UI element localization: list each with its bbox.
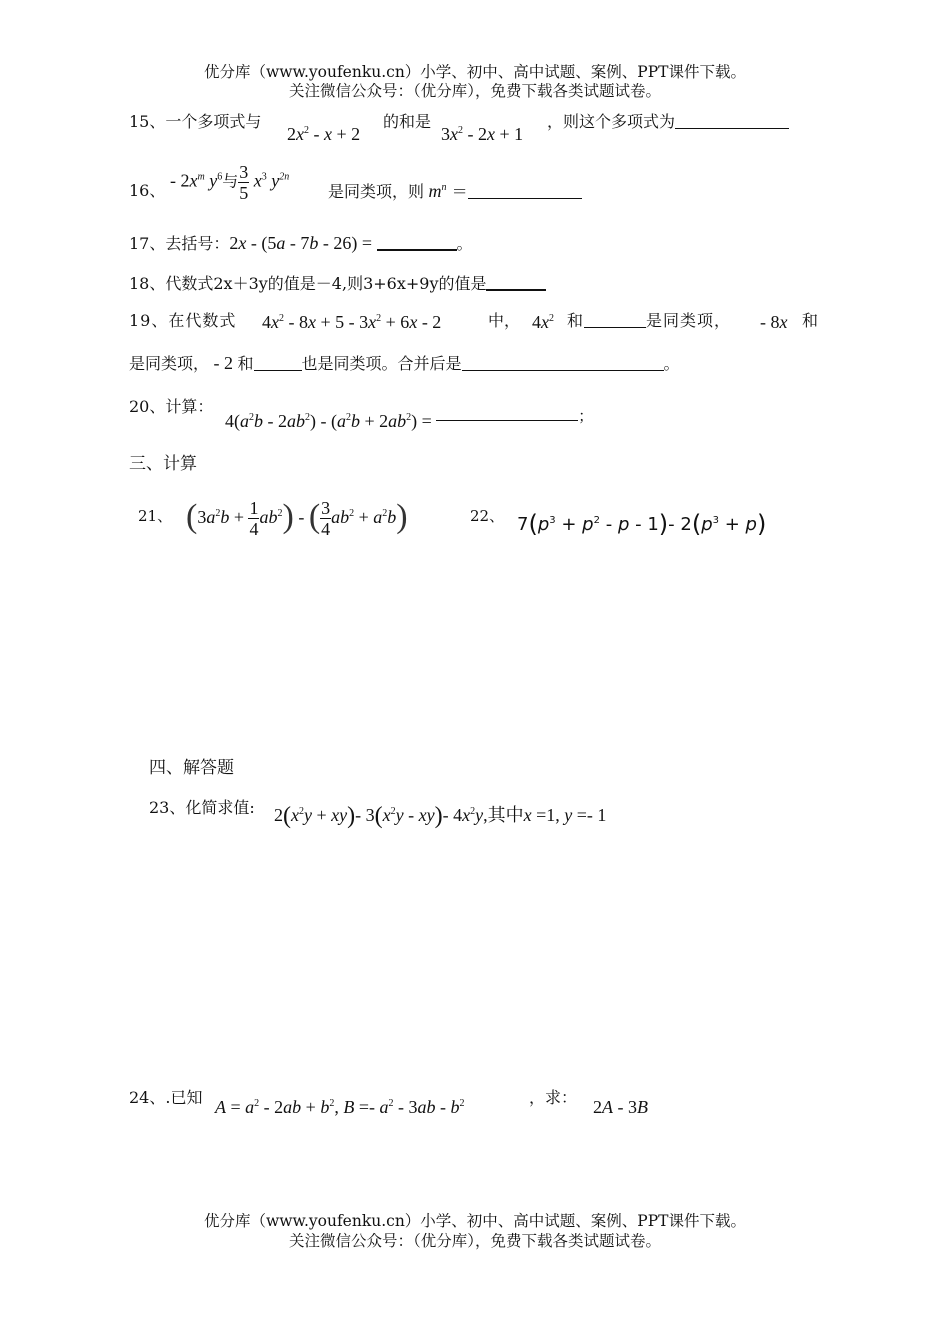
question-number: 20、 [129, 397, 166, 416]
question-24: 24、.已知 [129, 1088, 203, 1107]
question-16-text: 是同类项，则 $m^n$ ＝ [328, 180, 582, 203]
question-21-number: 21、 [138, 507, 173, 525]
answer-blank[interactable] [468, 181, 582, 199]
formula-q24: $A = a^2 - 2ab + b^2$, $B =- a^2 - 3ab - b^2$ [215, 1097, 465, 1117]
answer-blank[interactable] [584, 310, 646, 328]
question-22-number: 22、 [470, 507, 505, 525]
question-16 [129, 180, 165, 202]
formula-q16: - $2x^m$ $y^6$与 $\frac{3}{5}$ $x^3$ $y^{2n}$ [170, 162, 290, 203]
footer-line-1: 优分库（www.youfenku.cn）小学、初中、高中试题、案例、PPT课件下载。 [203, 1212, 747, 1230]
header-line-2: 关注微信公众号：（优分库），免费下载各类试题试卷。 [288, 82, 661, 100]
answer-blank[interactable] [486, 272, 546, 291]
answer-blank[interactable] [436, 416, 578, 421]
fraction-3-4: $\frac{3}{4}$ [321, 498, 331, 540]
question-19-line-2: 是同类项， - 2 和 也是同类项。合并后是 。 [129, 353, 680, 373]
formula-q23: $2(x^2y + xy)-$ $3(x^2y - xy)-$ $4x^2y$,其中x =1, y =- 1 [274, 803, 607, 829]
question-19-text-2: 中， [488, 311, 521, 330]
formula-q21: ($3a^2b$ + $\frac{1}{4}$ $ab^2$) - ( $\frac{3}{4}$ $ab^2 + a^2b$) [186, 498, 408, 540]
answer-blank[interactable] [377, 232, 457, 251]
question-19-text-3: 和 是同类项， [567, 311, 732, 330]
question-17: 17、去括号：2x - (5a - 7b - 26) = 。 [129, 233, 473, 253]
formula-q24-target: 2A - 3B [593, 1097, 648, 1117]
question-number: 23、 [149, 798, 186, 817]
question-number: 17、 [129, 234, 166, 253]
answer-blank[interactable] [462, 353, 664, 371]
question-number: 16、 [129, 181, 166, 200]
section-4-title: 四、解答题 [149, 758, 234, 778]
answer-blank[interactable] [675, 111, 789, 129]
question-24-text-2: ，求： [529, 1088, 578, 1107]
question-15 [129, 111, 261, 133]
question-number: 19、 [129, 311, 169, 330]
question-23: 23、化简求值: [149, 798, 255, 817]
formula-q20: $4(a^2b - 2ab^2) - (a^2b + 2ab^2) = ^;$ [225, 407, 594, 431]
footer-line-2: 关注微信公众号：（优分库），免费下载各类试题试卷。 [288, 1232, 661, 1250]
formula-q19: $4x^2 - 8x + 5 - 3x^2 + 6x - 2$ [262, 312, 442, 332]
question-19-text-5: 和 [802, 311, 819, 330]
formula-q19-term: $4x^2$ [532, 312, 554, 332]
formula-q15-b: $3x^2 - 2x + 1$ [441, 124, 524, 144]
question-number: 15、 [129, 112, 166, 131]
header-line-1: 优分库（www.youfenku.cn）小学、初中、高中试题、案例、PPT课件下载。 [203, 63, 747, 81]
question-15-text-3: ，则这个多项式为 [547, 111, 789, 133]
answer-blank[interactable] [254, 353, 302, 371]
formula-q22: $7(p^3 + p^2 - p - 1)-$ $2(p^3 + p)$ [517, 510, 767, 538]
question-number: 18、 [129, 274, 166, 293]
question-18: 18、代数式2x＋3y的值是－4,则3+6x+9y的值是 [129, 272, 546, 295]
formula-q19-term2: - 8x [760, 312, 788, 332]
fraction-3-5: $\frac{3}{5}$ [239, 162, 249, 203]
formula-q15-a: $2x^2 - x + 2$ [287, 124, 361, 144]
section-3-title: 三、计算 [129, 454, 197, 474]
question-text: 一个多项式与 [165, 112, 262, 131]
question-number: 24、 [129, 1088, 166, 1107]
question-19: 19、在代数式 [129, 311, 237, 330]
question-15-text-2: 的和是 [383, 112, 432, 131]
question-20: 20、计算： [129, 397, 214, 416]
fraction-1-4: $\frac{1}{4}$ [249, 498, 259, 540]
